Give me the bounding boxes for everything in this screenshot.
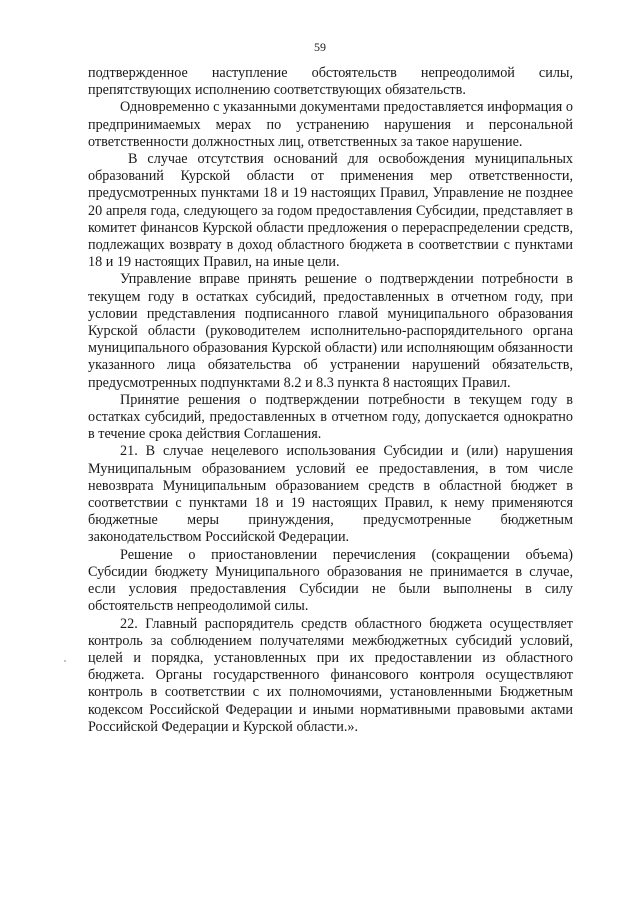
paragraph-confirmation-of-need: Управление вправе принять решение о подтверждении потребности в текущем году в остатках субсидий, предоставленных в отчетном году, при условии представления подписанного главой муниципального образования Курской области (руководителем исполнительно-распорядительного органа муниципального образования Курской области) или исполняющим обязанности указанного лица обязательства об устранении нарушений обязательств, предусмотренных подпунктами 8.2 и 8.3 пункта 8 настоящих Правил. bbox=[88, 271, 573, 391]
paragraph-clause-21: 21. В случае нецелевого использования Субсидии и (или) нарушения Муниципальным образованием условий ее предоставления, в том числе невозврата Муниципальным образованием средств в областной бюджет в соответствии с пунктами 18 и 19 настоящих Правил, к нему применяются бюджетные меры принуждения, предусмотренные бюджетным законодательством Российской Федерации. bbox=[88, 443, 573, 546]
paragraph-redistribution-proposals: В случае отсутствия оснований для освобождения муниципальных образований Курской области от применения мер ответственности, предусмотренных пунктами 18 и 19 настоящих Правил, Управление не позднее 20 апреля года, следующего за годом предоставления Субсидии, представляет в комитет финансов Курской области предложения о перераспределении средств, подлежащих возврату в доход областного бюджета в соответствии с пунктами 18 и 19 настоящих Правил, на иные цели. bbox=[88, 151, 573, 271]
document-body bbox=[88, 65, 573, 736]
paragraph-one-time-decision: Принятие решения о подтверждении потребности в текущем году в остатках субсидий, предоставленных в отчетном году, допускается однократно в течение срока действия Соглашения. bbox=[88, 391, 573, 443]
paragraph-clause-22: 22. Главный распорядитель средств областного бюджета осуществляет контроль за соблюдением получателями межбюджетных субсидий условий, целей и порядка, установленных при их предоставлении из областного бюджета. Органы государственного финансового контроля осуществляют контроль в соответствии с их полномочиями, установленными Бюджетным кодексом Российской Федерации и иными нормативными правовыми актами Российской Федерации и Курской области.». bbox=[88, 615, 573, 735]
paragraph-force-majeure-continuation: подтвержденное наступление обстоятельств непреодолимой силы, препятствующих исполнению соответствующих обязательств. bbox=[88, 65, 573, 99]
paragraph-suspension-decision: Решение о приостановлении перечисления (сокращении объема) Субсидии бюджету Муниципального образования не принимается в случае, если условия предоставления Субсидии не были выполнены в силу обстоятельств непреодолимой силы. bbox=[88, 546, 573, 615]
paragraph-information-measures: Одновременно с указанными документами предоставляется информация о предпринимаемых мерах по устранению нарушения и персональной ответственности должностных лиц, ответственных за такое нарушение. bbox=[88, 99, 573, 150]
page-number: 59 bbox=[314, 40, 326, 54]
scan-artifact-dot bbox=[64, 660, 66, 662]
